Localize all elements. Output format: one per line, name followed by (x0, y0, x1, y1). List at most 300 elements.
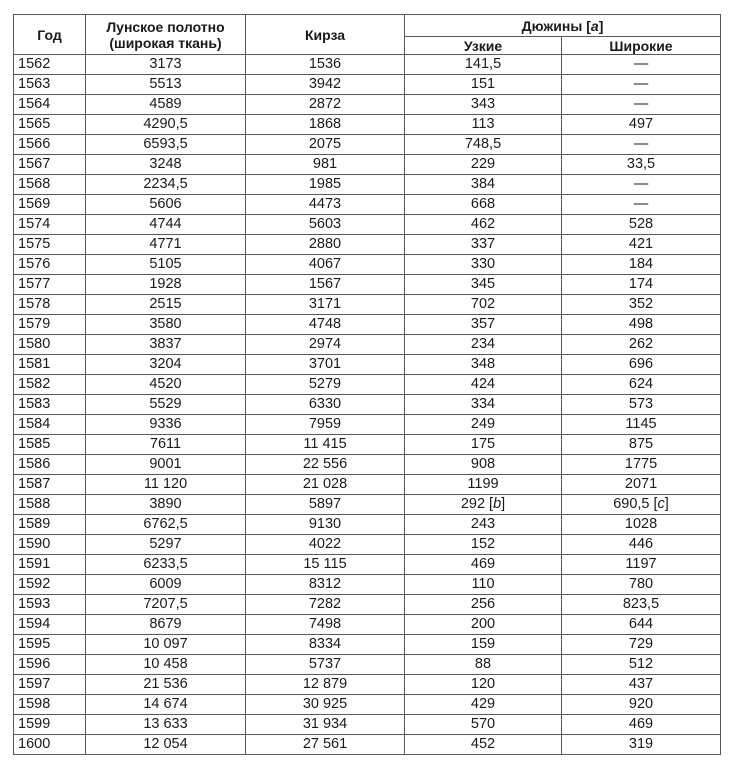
wide-cell (562, 75, 721, 95)
linen-header (86, 15, 246, 55)
kersey-cell (246, 395, 405, 415)
year-cell (14, 535, 86, 555)
kersey-cell-value: 11 415 (303, 436, 347, 452)
linen-cell (86, 575, 246, 595)
kersey-cell (246, 335, 405, 355)
table-row (14, 635, 721, 655)
year-cell-value: 1567 (18, 156, 51, 172)
year-cell-value: 1562 (18, 56, 51, 72)
linen-cell-value: 3248 (149, 156, 182, 172)
narrow-cell (405, 575, 562, 595)
year-cell-value: 1600 (18, 736, 51, 752)
year-cell (14, 435, 86, 455)
wide-cell (562, 235, 721, 255)
year-cell-value: 1569 (18, 196, 51, 212)
linen-cell (86, 735, 246, 755)
year-cell (14, 255, 86, 275)
narrow-cell (405, 135, 562, 155)
wide-cell-value: 184 (628, 256, 654, 272)
year-cell-value: 1595 (18, 636, 51, 652)
kersey-cell (246, 635, 405, 655)
narrow-cell-value: 200 (470, 616, 496, 632)
kersey-cell-value: 4067 (308, 256, 342, 272)
wide-cell (562, 575, 721, 595)
narrow-cell (405, 635, 562, 655)
wide-cell-value: 2071 (624, 476, 658, 492)
narrow-cell (405, 315, 562, 335)
linen-cell-value: 4520 (149, 376, 182, 392)
kersey-cell (246, 615, 405, 635)
wide-cell-value: 690,5 (613, 496, 650, 512)
kersey-cell (246, 55, 405, 75)
year-cell-value: 1586 (18, 456, 51, 472)
linen-cell-value: 14 674 (143, 696, 188, 712)
narrow-cell (405, 115, 562, 135)
table-row (14, 695, 721, 715)
narrow-cell (405, 595, 562, 615)
wide-cell (562, 135, 721, 155)
wide-cell (562, 255, 721, 275)
narrow-cell (405, 555, 562, 575)
kersey-cell (246, 475, 405, 495)
wide-cell-value: 421 (628, 236, 654, 252)
wide-cell-value: 352 (628, 296, 654, 312)
year-cell-value: 1584 (18, 416, 51, 432)
wide-cell (562, 155, 721, 175)
linen-cell-value: 7207,5 (143, 596, 188, 612)
narrow-cell (405, 395, 562, 415)
kersey-cell-value: 1985 (308, 176, 342, 192)
kersey-cell-value: 2075 (308, 136, 342, 152)
wide-cell (562, 735, 721, 755)
wide-cell (562, 195, 721, 215)
wide-cell (562, 295, 721, 315)
kersey-cell (246, 655, 405, 675)
linen-cell (86, 555, 246, 575)
narrow-cell (405, 415, 562, 435)
narrow-cell-value: 243 (470, 516, 496, 532)
wide-cell-value: — (633, 56, 649, 72)
linen-cell (86, 435, 246, 455)
linen-cell-value: 6009 (149, 576, 182, 592)
linen-cell (86, 355, 246, 375)
narrow-cell-value: 159 (470, 636, 496, 652)
linen-cell (86, 695, 246, 715)
wide-cell-value: — (633, 196, 649, 212)
table-row (14, 55, 721, 75)
wide-cell-value: 498 (628, 316, 654, 332)
wide-cell-value: 696 (628, 356, 654, 372)
wide-cell (562, 375, 721, 395)
narrow-cell-value: 452 (470, 736, 496, 752)
narrow-cell-value: 702 (470, 296, 496, 312)
linen-cell-value: 10 097 (143, 636, 188, 652)
linen-cell-value: 4589 (149, 96, 182, 112)
table-row (14, 395, 721, 415)
wide-cell (562, 475, 721, 495)
narrow-cell-value: 908 (470, 456, 496, 472)
year-cell-value: 1585 (18, 436, 51, 452)
narrow-cell (405, 155, 562, 175)
table-row (14, 275, 721, 295)
kersey-cell-value: 1536 (308, 56, 342, 72)
narrow-cell (405, 95, 562, 115)
table-row (14, 115, 721, 135)
wide-cell (562, 55, 721, 75)
narrow-cell-value: 343 (470, 96, 496, 112)
linen-cell (86, 155, 246, 175)
wide-cell-value: 573 (628, 396, 654, 412)
wide-cell (562, 635, 721, 655)
narrow-cell (405, 335, 562, 355)
table-row (14, 255, 721, 275)
wide-cell (562, 435, 721, 455)
wide-cell (562, 595, 721, 615)
kersey-cell-value: 1567 (308, 276, 342, 292)
wide-cell (562, 175, 721, 195)
kersey-cell-value: 4022 (308, 536, 342, 552)
narrow-cell-value: 384 (470, 176, 496, 192)
year-cell-value: 1565 (18, 116, 51, 132)
kersey-cell-value: 4473 (308, 196, 342, 212)
wide-cell-value: 1028 (624, 516, 658, 532)
linen-cell (86, 335, 246, 355)
year-cell-value: 1574 (18, 216, 51, 232)
linen-cell (86, 315, 246, 335)
year-cell (14, 235, 86, 255)
year-cell-value: 1589 (18, 516, 51, 532)
year-cell (14, 455, 86, 475)
narrow-cell (405, 615, 562, 635)
narrow-cell-value: 249 (470, 416, 496, 432)
wide-cell: 690,5 [c] (562, 495, 721, 515)
narrow-cell-value: 348 (470, 356, 496, 372)
narrow-cell (405, 435, 562, 455)
kersey-cell-value: 4748 (308, 316, 342, 332)
table-row (14, 215, 721, 235)
linen-cell (86, 455, 246, 475)
table-row (14, 575, 721, 595)
table-row (14, 295, 721, 315)
kersey-cell-value: 30 925 (302, 696, 348, 712)
narrow-cell-value: 570 (470, 716, 496, 732)
year-cell (14, 395, 86, 415)
linen-cell-value: 4744 (149, 216, 182, 232)
year-cell-value: 1563 (18, 76, 51, 92)
wide-cell (562, 675, 721, 695)
linen-cell-value: 6233,5 (143, 556, 188, 572)
kersey-cell (246, 495, 405, 515)
linen-cell-value: 5606 (149, 196, 182, 212)
kersey-cell (246, 295, 405, 315)
kersey-cell-value: 12 879 (302, 676, 348, 692)
year-cell (14, 135, 86, 155)
kersey-cell-value: 5737 (308, 656, 342, 672)
linen-cell-value: 5529 (149, 396, 182, 412)
narrow-cell (405, 295, 562, 315)
narrow-cell (405, 235, 562, 255)
kersey-cell (246, 555, 405, 575)
year-cell (14, 275, 86, 295)
linen-cell-value: 9001 (149, 456, 182, 472)
year-cell-value: 1599 (18, 716, 51, 732)
kersey-cell (246, 215, 405, 235)
linen-header-line2: (широкая ткань) (109, 34, 222, 51)
linen-cell-value: 3890 (149, 496, 182, 512)
narrow-cell-value: 1199 (467, 476, 499, 492)
linen-cell-value: 3204 (149, 356, 182, 372)
linen-cell-value: 7611 (149, 436, 182, 452)
year-cell (14, 375, 86, 395)
narrow-cell-value: 234 (470, 336, 496, 352)
linen-cell (86, 395, 246, 415)
wide-cell-value: 1197 (625, 556, 657, 572)
wide-cell (562, 715, 721, 735)
table-row (14, 715, 721, 735)
table-row (14, 655, 721, 675)
narrow-cell (405, 275, 562, 295)
footnote-ref: b (493, 496, 502, 512)
wide-cell-value: — (633, 96, 649, 112)
narrow-cell (405, 175, 562, 195)
kersey-cell (246, 715, 405, 735)
narrow-cell-value: 424 (470, 376, 496, 392)
year-cell-value: 1575 (18, 236, 51, 252)
linen-cell-value: 1928 (149, 276, 182, 292)
wide-cell-value: 780 (628, 576, 654, 592)
table-row (14, 135, 721, 155)
linen-cell (86, 595, 246, 615)
kersey-cell (246, 255, 405, 275)
year-cell-value: 1590 (18, 536, 51, 552)
table-row (14, 155, 721, 175)
kersey-cell (246, 415, 405, 435)
wide-cell-value: 1775 (624, 456, 658, 472)
year-cell (14, 55, 86, 75)
kersey-cell-value: 2872 (308, 96, 342, 112)
year-cell-value: 1566 (18, 136, 51, 152)
wide-cell-value: 446 (628, 536, 654, 552)
kersey-cell (246, 375, 405, 395)
table-row (14, 95, 721, 115)
linen-cell (86, 495, 246, 515)
kersey-cell (246, 455, 405, 475)
year-cell (14, 695, 86, 715)
wide-cell-value: 624 (628, 376, 654, 392)
wide-cell-value: 469 (628, 716, 654, 732)
kersey-cell (246, 435, 405, 455)
narrow-cell (405, 715, 562, 735)
wide-cell-value: — (633, 176, 649, 192)
kersey-cell (246, 595, 405, 615)
table-row (14, 535, 721, 555)
narrow-cell (405, 55, 562, 75)
year-cell (14, 115, 86, 135)
narrow-cell-value: 110 (471, 576, 495, 592)
narrow-cell (405, 455, 562, 475)
linen-cell-value: 5513 (149, 76, 182, 92)
linen-cell (86, 415, 246, 435)
table-row (14, 735, 721, 755)
kersey-cell (246, 515, 405, 535)
wide-cell-value: 319 (628, 736, 654, 752)
narrow-cell-value: 462 (470, 216, 496, 232)
table-row (14, 235, 721, 255)
year-cell-value: 1588 (18, 496, 51, 512)
narrow-cell (405, 355, 562, 375)
kersey-cell-value: 22 556 (302, 456, 348, 472)
year-cell (14, 575, 86, 595)
narrow-cell-value: 141,5 (464, 56, 502, 72)
narrow-cell (405, 195, 562, 215)
year-cell (14, 475, 86, 495)
linen-cell (86, 235, 246, 255)
linen-cell (86, 275, 246, 295)
wide-cell-value: 512 (628, 656, 654, 672)
linen-cell (86, 715, 246, 735)
narrow-cell-value: 152 (470, 536, 496, 552)
kersey-cell-value: 3701 (308, 356, 342, 372)
year-cell-value: 1596 (18, 656, 51, 672)
kersey-cell (246, 535, 405, 555)
linen-header-line1: Лунское полотно (106, 18, 225, 35)
year-cell-value: 1582 (18, 376, 51, 392)
narrow-cell (405, 215, 562, 235)
kersey-cell-value: 5897 (308, 496, 342, 512)
footnote-ref: c (657, 496, 665, 512)
kersey-cell (246, 675, 405, 695)
year-cell-value: 1576 (18, 256, 51, 272)
linen-cell (86, 135, 246, 155)
wide-cell (562, 95, 721, 115)
narrow-cell-value: 469 (470, 556, 496, 572)
year-cell-value: 1581 (18, 356, 51, 372)
table-row (14, 195, 721, 215)
kersey-cell (246, 235, 405, 255)
kersey-cell-value: 31 934 (302, 716, 348, 732)
linen-cell-value: 5297 (149, 536, 182, 552)
linen-cell-value: 13 633 (143, 716, 188, 732)
year-cell (14, 715, 86, 735)
narrow-cell (405, 475, 562, 495)
linen-cell-value: 10 458 (143, 656, 188, 672)
linen-cell (86, 635, 246, 655)
kersey-cell (246, 75, 405, 95)
year-cell (14, 615, 86, 635)
wide-cell (562, 555, 721, 575)
year-cell (14, 155, 86, 175)
linen-cell (86, 675, 246, 695)
linen-cell-value: 3173 (149, 56, 182, 72)
year-cell-value: 1578 (18, 296, 51, 312)
wide-cell-value: 174 (628, 276, 654, 292)
kersey-cell-value: 7498 (308, 616, 342, 632)
table-row (14, 75, 721, 95)
narrow-cell-value: 345 (470, 276, 496, 292)
narrow-cell-value: 292 (460, 496, 486, 512)
wide-cell (562, 415, 721, 435)
kersey-cell-value: 27 561 (302, 736, 348, 752)
year-cell (14, 315, 86, 335)
wide-cell (562, 355, 721, 375)
year-cell (14, 175, 86, 195)
year-cell-value: 1579 (18, 316, 51, 332)
table-row (14, 175, 721, 195)
table-row (14, 435, 721, 455)
year-cell-value: 1583 (18, 396, 51, 412)
kersey-cell (246, 355, 405, 375)
cloth-exports-table (13, 14, 721, 755)
wide-cell (562, 615, 721, 635)
year-cell-value: 1568 (18, 176, 51, 192)
wide-cell (562, 335, 721, 355)
year-cell (14, 355, 86, 375)
wide-cell-value: 497 (628, 116, 654, 132)
linen-cell-value: 8679 (149, 616, 182, 632)
year-cell-value: 1587 (18, 476, 51, 492)
year-cell-value: 1580 (18, 336, 51, 352)
table-row (14, 335, 721, 355)
narrow-cell: 292 [b] (405, 495, 562, 515)
year-cell (14, 95, 86, 115)
kersey-cell (246, 155, 405, 175)
wide-cell (562, 215, 721, 235)
kersey-cell-value: 5603 (308, 216, 342, 232)
kersey-header: Кирза (246, 15, 405, 55)
narrow-cell-value: 113 (471, 116, 495, 132)
table-row (14, 475, 721, 495)
year-cell-value: 1592 (18, 576, 51, 592)
linen-cell (86, 115, 246, 135)
narrow-cell (405, 515, 562, 535)
linen-cell (86, 175, 246, 195)
table-row (14, 415, 721, 435)
linen-cell (86, 95, 246, 115)
wide-cell (562, 395, 721, 415)
linen-cell (86, 615, 246, 635)
wide-cell-value: 644 (628, 616, 654, 632)
kersey-cell (246, 175, 405, 195)
kersey-cell-value: 8312 (308, 576, 342, 592)
dozens-footnote-ref: a (590, 17, 599, 34)
year-cell-value: 1598 (18, 696, 51, 712)
linen-cell-value: 2515 (149, 296, 182, 312)
narrow-cell-value: 668 (470, 196, 496, 212)
table-row (14, 555, 721, 575)
table-row (14, 315, 721, 335)
table-row (14, 495, 721, 515)
year-cell (14, 195, 86, 215)
narrow-cell-value: 429 (470, 696, 496, 712)
linen-cell (86, 255, 246, 275)
kersey-cell (246, 95, 405, 115)
year-cell (14, 335, 86, 355)
narrow-cell (405, 535, 562, 555)
year-cell-value: 1593 (18, 596, 51, 612)
narrow-cell-value: 120 (470, 676, 496, 692)
wide-cell (562, 515, 721, 535)
dozens-header: Дюжины [a] (405, 15, 721, 37)
year-cell (14, 595, 86, 615)
wide-cell-value: 1145 (625, 416, 657, 432)
table-row (14, 615, 721, 635)
wide-cell-value: 729 (628, 636, 654, 652)
wide-cell-value: — (633, 136, 649, 152)
table-body (14, 55, 721, 755)
linen-cell-value: 21 536 (143, 676, 188, 692)
narrow-cell-value: 748,5 (464, 136, 502, 152)
linen-cell (86, 375, 246, 395)
